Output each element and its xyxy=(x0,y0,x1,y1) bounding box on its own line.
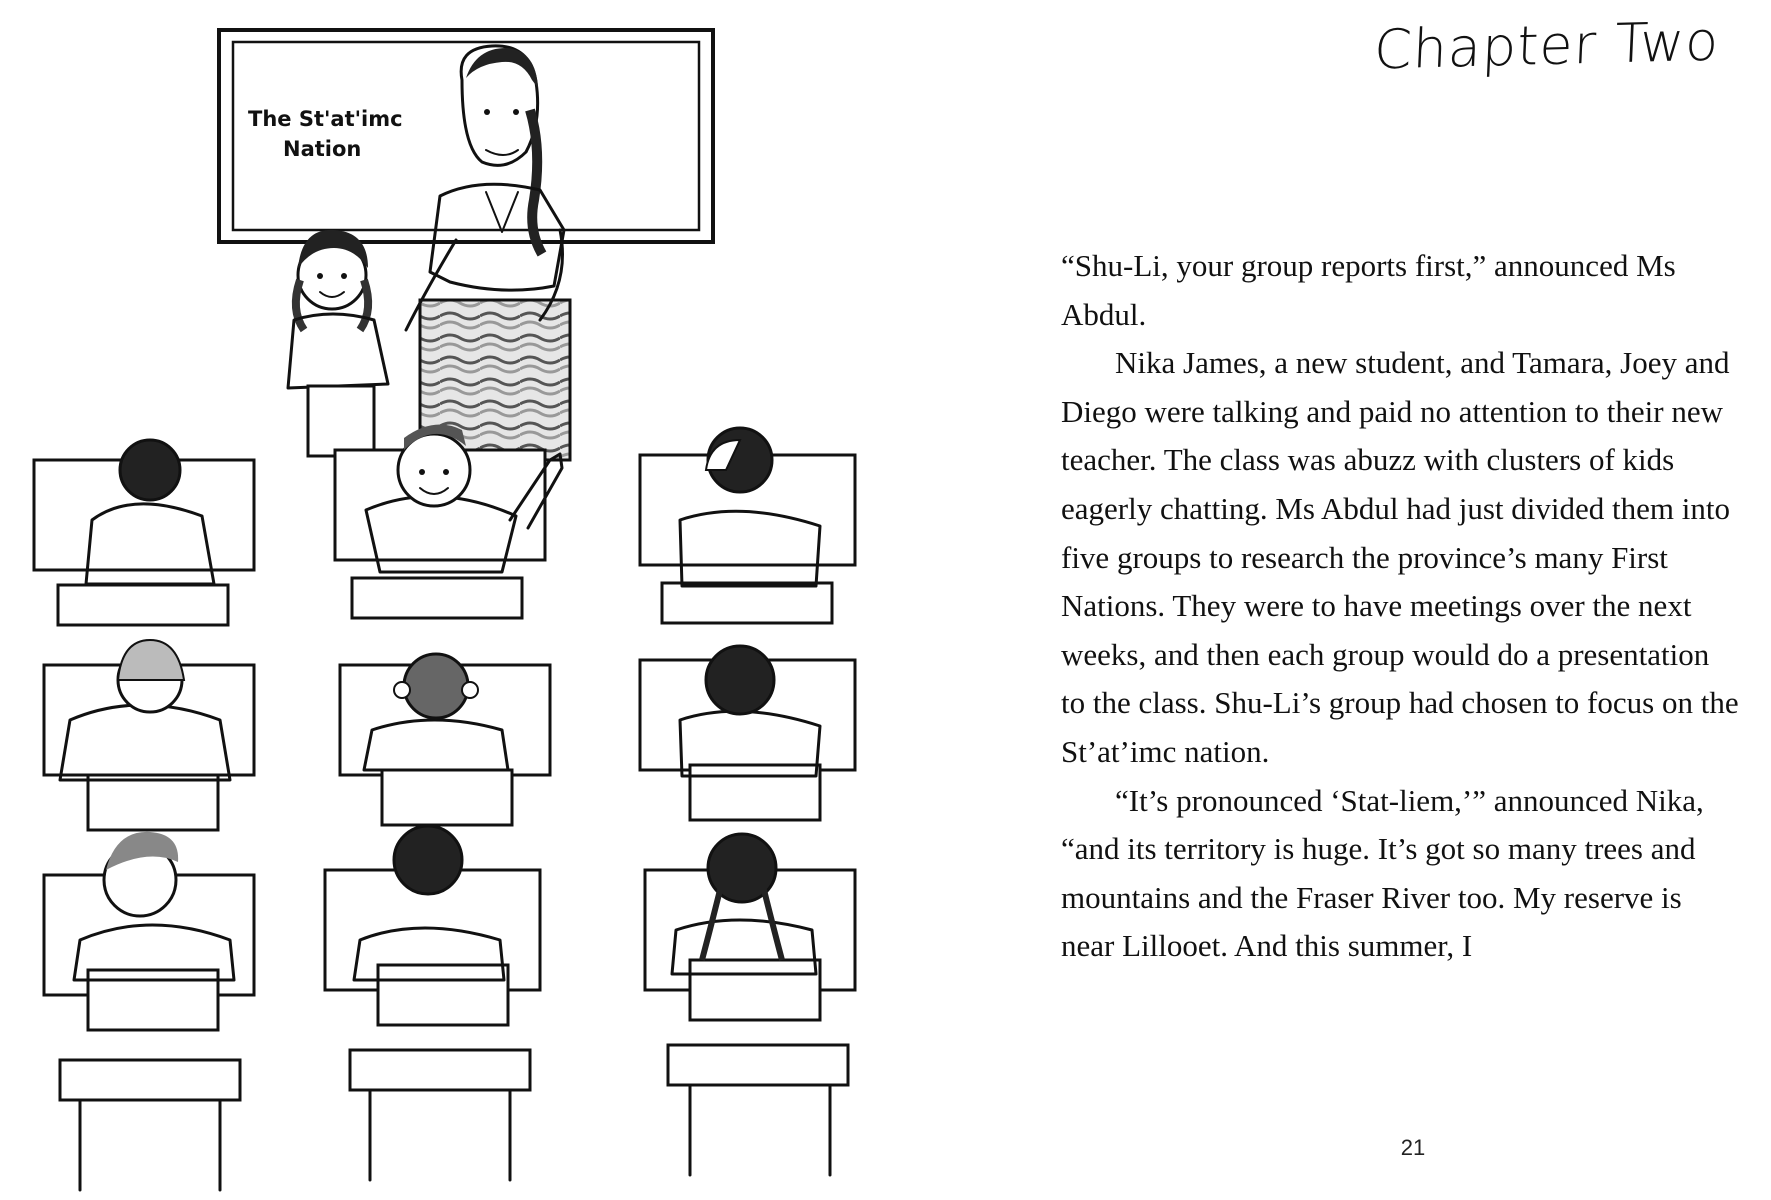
chapter-title: Chapter Two xyxy=(1372,9,1721,82)
paragraph: “Shu-Li, your group reports first,” announced Ms Abdul. xyxy=(1061,248,1676,332)
board-text-line2: Nation xyxy=(283,137,362,161)
page-number: 21 xyxy=(1400,1135,1426,1160)
right-page xyxy=(885,0,1771,1200)
student-at-front xyxy=(288,230,388,456)
paragraph: “It’s pronounced ‘Stat-liem,’” announced Nika, “and its territory is huge. It’s got so many trees and mountains and the Fraser River too. My reserve is near Lillooet. And this summer, I xyxy=(1061,782,1704,964)
body-text xyxy=(1061,242,1741,971)
desk-row-3 xyxy=(44,870,855,1190)
board-text-line1: The St'at'imc xyxy=(248,107,403,131)
left-page xyxy=(0,0,885,1200)
paragraph: Nika James, a new student, and Tamara, Joey and Diego were talking and paid no attention to their new teacher. The class was abuzz with clusters of kids eagerly chatting. Ms Abdul had just divided them into five groups to research the province’s many First Nations. They were to have meetings over the next weeks, and then each group would do a presentation to the class. Shu-Li’s group had chosen to focus on the St’at’imc nation. xyxy=(1061,345,1739,769)
blackboard xyxy=(219,30,713,242)
classroom-illustration xyxy=(0,0,885,1200)
